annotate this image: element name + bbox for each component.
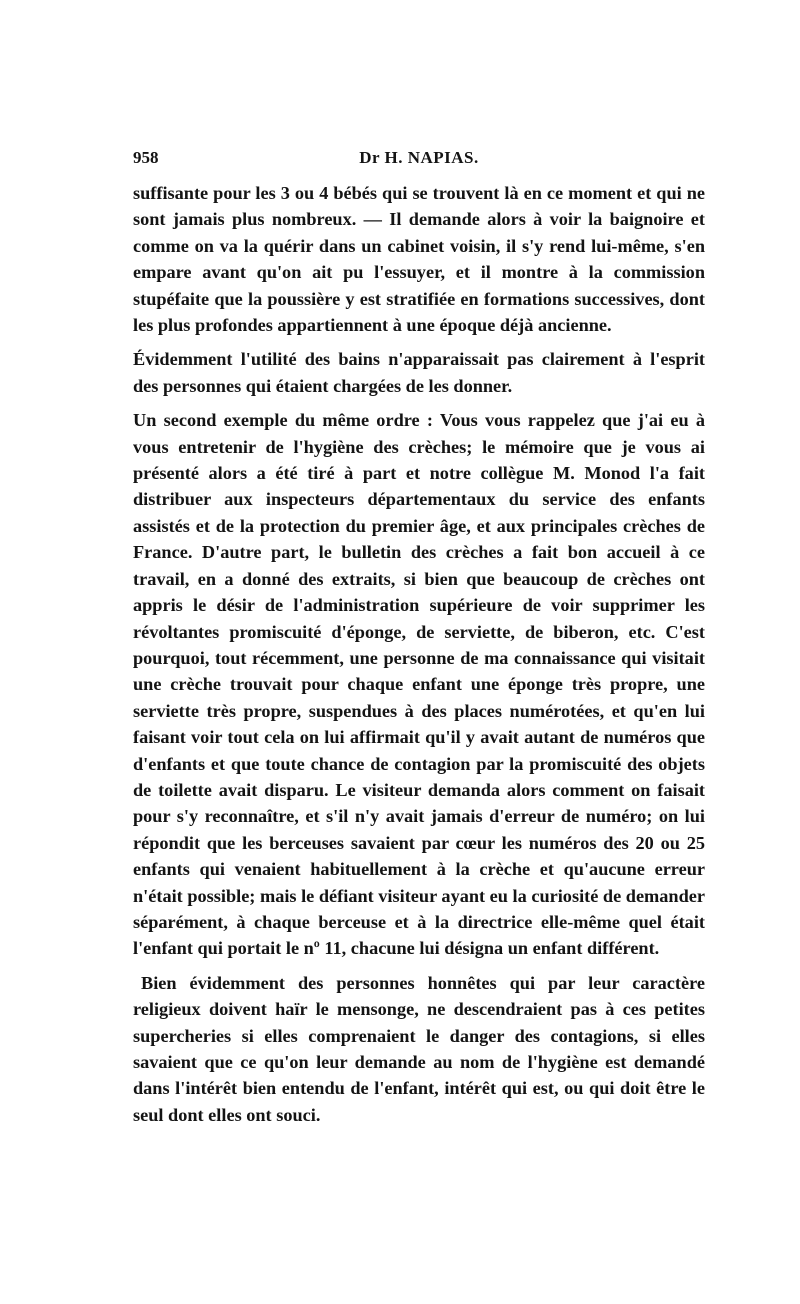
page-header	[133, 146, 705, 170]
paragraph-bains: Évidemment l'utilité des bains n'apparaissait pas clairement à l'esprit des personnes qui étaient chargées de les donner.	[133, 349, 705, 396]
page-number: 958	[133, 148, 159, 167]
body-text	[133, 180, 705, 1136]
running-head: Dr H. NAPIAS.	[359, 148, 479, 167]
paragraph-conclusion: Bien évidemment des personnes honnêtes qui par leur caractère religieux doivent haïr le mensonge, ne descendraient pas à ces petites supercheries si elles comprenaient le danger des contagions, si elles savaient que ce qu'on leur demande au nom de l'hygiène est demandé dans l'intérêt bien entendu de l'enfant, intérêt qui est, ou qui doit être le seul dont elles ont souci.	[133, 972, 705, 1125]
paragraph-continuation: suffisante pour les 3 ou 4 bébés qui se trouvent là en ce moment et qui ne sont jamais plus nombreux. — Il demande alors à voir la baignoire et comme on va la quérir dans un cabinet voisin, il s'y rend lui-même, s'en empare avant qu'on ait pu l'essuyer, et il montre à la commission stupéfaite que la poussière y est stratifiée en formations successives, dont les plus profondes appartiennent à une époque déjà ancienne.	[133, 183, 705, 336]
paragraph-second-exemple: Un second exemple du même ordre : Vous vous rappelez que j'ai eu à vous entretenir de l'hygiène des crèches; le mémoire que je vous ai présenté alors a été tiré à part et notre collègue M. Monod l'a fait distribuer aux inspecteurs départementaux du service des enfants assistés et de la protection du premier âge, et aux principales crèches de France. D'autre part, le bulletin des crèches a fait bon accueil à ce travail, en a donné des extraits, si bien que beaucoup de crèches ont appris le désir de l'administration supérieure de voir supprimer les révoltantes promiscuité d'éponge, de serviette, de biberon, etc. C'est pourquoi, tout récemment, une personne de ma connaissance qui visitait une crèche trouvait pour chaque enfant une éponge très propre, une serviette très propre, suspendues à des places numérotées, et qu'en lui faisant voir tout cela on lui affirmait qu'il y avait autant de numéros que d'enfants et que toute chance de contagion par la promiscuité des objets de toilette avait disparu. Le visiteur demanda alors comment on faisait pour s'y reconnaître, et s'il n'y avait jamais d'erreur de numéro; on lui répondit que les berceuses savaient par cœur les numéros des 20 ou 25 enfants qui venaient habituellement à la crèche et qu'aucune erreur n'était possible; mais le défiant visiteur ayant eu la curiosité de demander séparément, à chaque berceuse et à la directrice elle-même quel était l'enfant qui portait le nº 11, chacune lui désigna un enfant différent.	[133, 410, 705, 959]
